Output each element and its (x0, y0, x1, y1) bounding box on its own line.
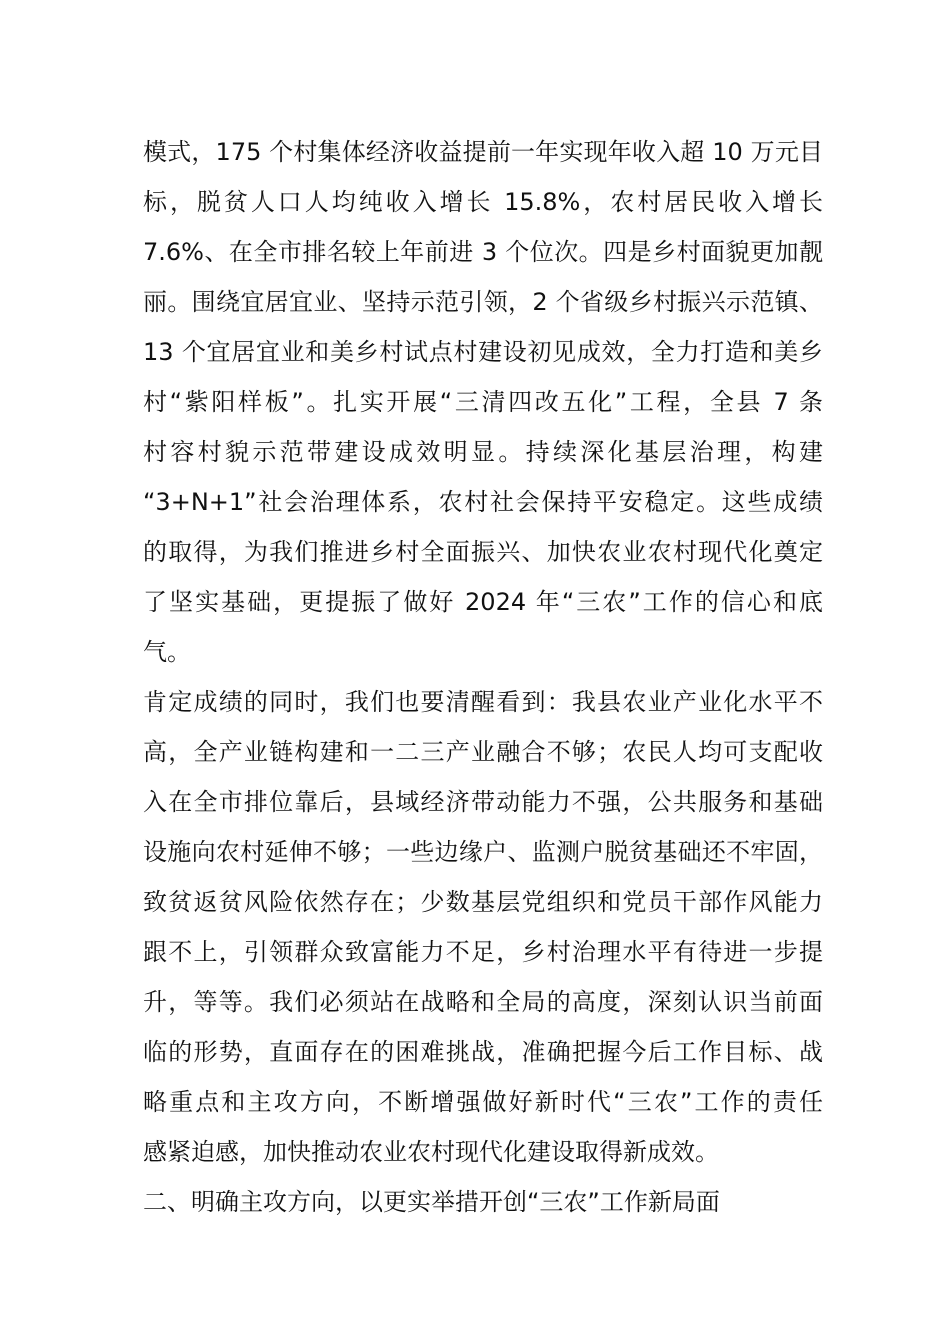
text-line: 高，全产业链构建和一二三产业融合不够；农民人均可支配收 (143, 738, 823, 766)
text-line: 13 个宜居宜业和美乡村试点村建设初见成效，全力打造和美乡 (143, 338, 823, 366)
text-line: 标，脱贫人口人均纯收入增长 15.8%，农村居民收入增长 (143, 188, 823, 216)
document-body (143, 127, 823, 1227)
text-line: 致贫返贫风险依然存在；少数基层党组织和党员干部作风能力 (143, 888, 823, 916)
text-line: 模式，175 个村集体经济收益提前一年实现年收入超 10 万元目 (143, 138, 823, 166)
text-line: 村容村貌示范带建设成效明显。持续深化基层治理，构建 (143, 438, 823, 466)
text-line: 临的形势，直面存在的困难挑战，准确把握今后工作目标、战 (143, 1038, 823, 1066)
text-line: 丽。围绕宜居宜业、坚持示范引领，2 个省级乡村振兴示范镇、 (143, 288, 823, 316)
paragraph-challenges (143, 677, 823, 1177)
text-line: 入在全市排位靠后，县域经济带动能力不强，公共服务和基础 (143, 788, 823, 816)
text-line: 肯定成绩的同时，我们也要清醒看到：我县农业产业化水平不 (143, 688, 823, 716)
text-line: 的取得，为我们推进乡村全面振兴、加快农业农村现代化奠定 (143, 538, 823, 566)
paragraph-achievements (143, 127, 823, 677)
text-line: 跟不上，引领群众致富能力不足，乡村治理水平有待进一步提 (143, 938, 823, 966)
text-line: 了坚实基础，更提振了做好 2024 年“三农”工作的信心和底 (143, 588, 823, 616)
text-line: 7.6%、在全市排名较上年前进 3 个位次。四是乡村面貌更加靓 (143, 238, 823, 266)
text-line: 村“紫阳样板”。扎实开展“三清四改五化”工程，全县 7 条 (143, 388, 823, 416)
text-line: 升，等等。我们必须站在战略和全局的高度，深刻认识当前面 (143, 988, 823, 1016)
text-line: 感紧迫感，加快推动农业农村现代化建设取得新成效。 (143, 1138, 719, 1166)
text-line: “3+N+1”社会治理体系，农村社会保持平安稳定。这些成绩 (143, 488, 823, 516)
section-heading: 二、明确主攻方向，以更实举措开创“三农”工作新局面 (143, 1188, 720, 1216)
text-line: 略重点和主攻方向，不断增强做好新时代“三农”工作的责任 (143, 1088, 823, 1116)
text-line: 气。 (143, 638, 191, 666)
text-line: 设施向农村延伸不够；一些边缘户、监测户脱贫基础还不牢固， (143, 838, 823, 866)
